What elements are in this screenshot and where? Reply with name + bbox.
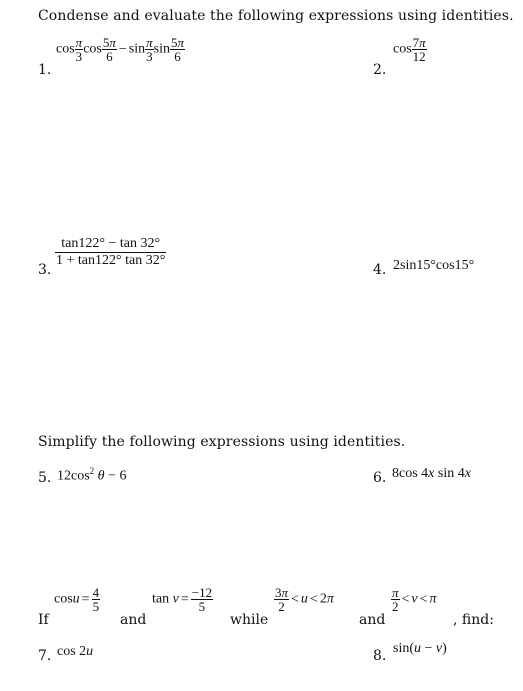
u-interval: $\frac{3\pi}{2}$ < u < 2π <box>275 585 334 614</box>
problem-4-number: 4. <box>373 262 387 278</box>
fraction: $\frac{-12}{5}$ <box>191 585 213 614</box>
if-label: If <box>38 612 49 628</box>
fraction: $\frac{4}{5}$ <box>92 585 100 614</box>
problem-4-expression: 2sin15°cos15° <box>393 258 475 273</box>
fraction: $\frac{5\pi}{6}$ <box>170 35 184 64</box>
find-label: , find: <box>453 612 494 628</box>
problem-3-number: 3. <box>38 262 52 278</box>
tan-v-given: tan v = $\frac{-12}{5}$ <box>152 585 213 614</box>
problem-2-number: 2. <box>373 62 387 78</box>
section-heading-condense: Condense and evaluate the following expressions using identities. <box>38 8 514 24</box>
fraction: $\frac{\pi}{3}$ <box>146 35 153 64</box>
problem-1-expression: cos $\frac{\pi}{3}$ cos $\frac{5\pi}{6}$ − sin $\frac{\pi}{3}$ sin $\frac{5\pi}{6}$ <box>56 35 184 64</box>
problem-1-number: 1. <box>38 62 52 78</box>
and-label-2: and <box>359 612 386 628</box>
problem-6-expression: 8cos 4x sin 4x <box>392 466 471 481</box>
problem-6-number: 6. <box>373 470 387 486</box>
problem-5-expression: $12\cos^2$ θ − 6 <box>57 466 127 484</box>
fraction: $\frac{7\pi}{12}$ <box>412 35 426 64</box>
problem-2-expression: cos $\frac{7\pi}{12}$ <box>393 35 426 64</box>
problem-7-expression: cos 2u <box>57 644 94 659</box>
while-label: while <box>230 612 269 628</box>
problem-7-number: 7. <box>38 648 52 664</box>
and-label-1: and <box>120 612 147 628</box>
cos-u-given: cosu = $\frac{4}{5}$ <box>54 585 100 614</box>
section-heading-simplify: Simplify the following expressions using identities. <box>38 434 406 450</box>
fraction: $\frac{\pi}{2}$ <box>392 585 399 614</box>
fraction: $\frac{\tan 122^\circ - \tan 32^\circ}{1 + \tan 122^\circ \tan 32^\circ}$ <box>56 236 166 268</box>
v-interval: $\frac{\pi}{2}$ < v < π <box>392 585 437 614</box>
fraction: $\frac{3\pi}{2}$ <box>275 585 289 614</box>
fraction: $\frac{5\pi}{6}$ <box>102 35 116 64</box>
problem-5-number: 5. <box>38 470 52 486</box>
fraction: $\frac{\pi}{3}$ <box>75 35 83 64</box>
problem-8-number: 8. <box>373 648 387 664</box>
problem-3-expression <box>55 236 166 269</box>
problem-8-expression: sin(u − v) <box>393 641 447 656</box>
